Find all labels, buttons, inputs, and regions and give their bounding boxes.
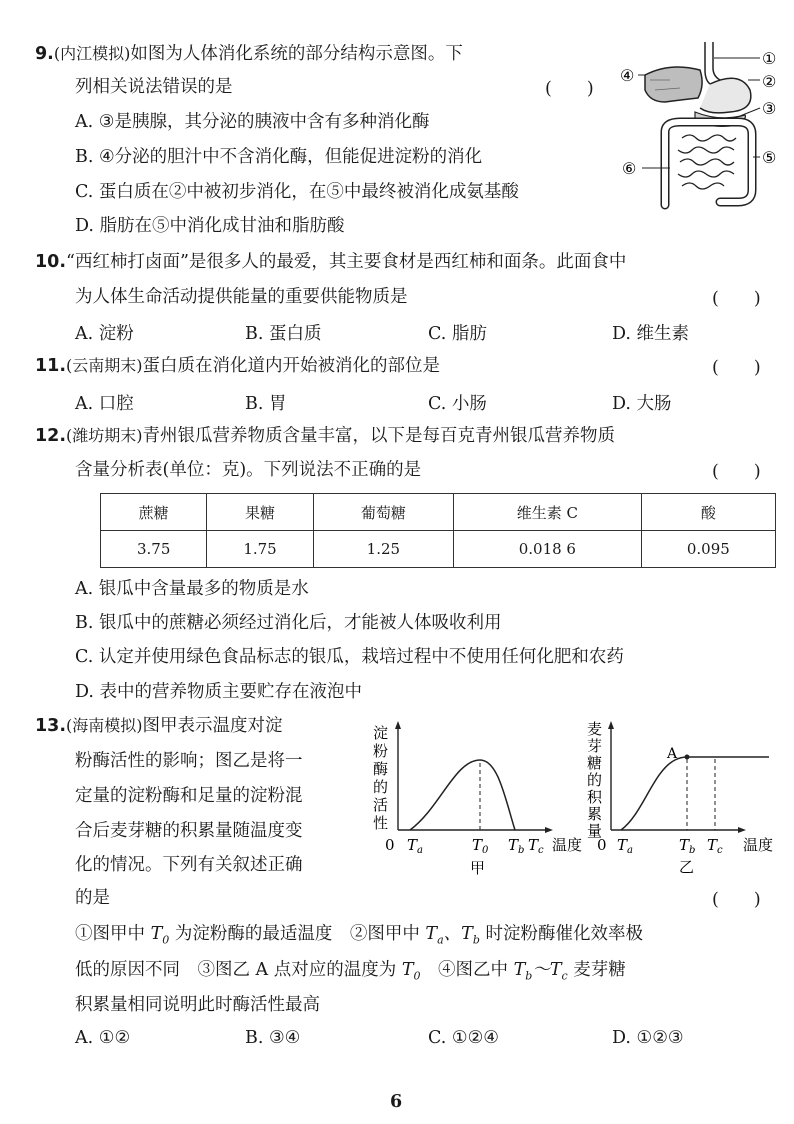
- q13-option-a[interactable]: A. ①②: [75, 1028, 131, 1048]
- chart-jia-name: 甲: [470, 859, 486, 877]
- q13-s1c: 时淀粉酶催化效率极: [485, 924, 643, 944]
- q11-source: (云南期末): [66, 356, 143, 375]
- chart-jia-tick-t0: $T_0$: [472, 836, 489, 856]
- table-header-cell: 葡萄糖: [313, 494, 453, 531]
- chart-jia-origin: 0: [385, 836, 395, 854]
- chart-jia-tick-tb: $T_b$: [508, 836, 525, 856]
- q11-number: 11.: [35, 356, 67, 376]
- q10-answer-paren[interactable]: ( ): [712, 289, 761, 309]
- chart-yi-tick-tc: $T_c$: [707, 836, 723, 856]
- q12-stem1: 青州银瓜营养物质含量丰富，以下是每百克青州银瓜营养物质: [142, 426, 616, 446]
- q10-line1: [35, 250, 626, 274]
- q13-stem2: 粉酶活性的影响；图乙是将一: [75, 751, 303, 771]
- q13-statement-line1: [75, 922, 643, 953]
- q12-answer-paren[interactable]: ( ): [712, 462, 761, 482]
- fig-label-6: ⑥: [622, 159, 637, 178]
- q13-stem4: 合后麦芽糖的积累量随温度变: [75, 821, 303, 841]
- q13-t0-symbol: $T_0$: [150, 924, 170, 947]
- chart-jia-ylabel-char: 粉: [373, 742, 389, 760]
- q11-line1: [35, 354, 440, 378]
- q13-answer-paren[interactable]: ( ): [712, 890, 761, 910]
- q13-stem5: 化的情况。下列有关叙述正确: [75, 855, 303, 875]
- chart-jia-xlabel: 温度: [552, 836, 583, 854]
- chart-yi-ylabel-char: 麦: [587, 720, 603, 738]
- q13-s2c: 麦芽糖: [573, 960, 626, 980]
- q13-s1b: 为淀粉酶的最适温度 ②图甲中: [174, 924, 420, 944]
- chart-jia-ylabel-char: 性: [373, 814, 389, 832]
- q9-option-b[interactable]: B. ④分泌的胆汁中不含消化酶，但能促进淀粉的消化: [75, 147, 483, 167]
- q11-stem: 蛋白质在消化道内开始被消化的部位是: [142, 356, 441, 376]
- fig-label-1: ①: [762, 49, 777, 68]
- q13-s1: ①图甲中: [75, 924, 145, 944]
- chart-yi-ylabel-char: 积: [587, 788, 603, 806]
- q11-option-d[interactable]: D. 大肠: [612, 394, 672, 414]
- table-header-cell: 酸: [641, 494, 775, 531]
- q11-option-a[interactable]: A. 口腔: [75, 394, 134, 414]
- q13-line1: [35, 714, 283, 738]
- page-number: 6: [390, 1092, 403, 1112]
- chart-yi-origin: 0: [597, 836, 607, 854]
- fig-label-5: ⑤: [762, 148, 777, 167]
- q11-option-b[interactable]: B. 胃: [245, 394, 287, 414]
- q11-answer-paren[interactable]: ( ): [712, 358, 761, 378]
- q10-stem1: “西红柿打卤面”是很多人的最爱，其主要食材是西红柿和面条。此面食中: [66, 252, 627, 272]
- q13-statement-line3: 积累量相同说明此时酶活性最高: [75, 995, 320, 1015]
- q10-stem2: 为人体生命活动提供能量的重要供能物质是: [75, 287, 408, 307]
- chart-jia: [370, 718, 595, 878]
- chart-jia-tick-tc: $T_c$: [528, 836, 544, 856]
- chart-jia-ylabel-char: 活: [373, 796, 389, 814]
- q10-option-a[interactable]: A. 淀粉: [75, 324, 134, 344]
- q10-number: 10.: [35, 252, 67, 272]
- q12-source: (潍坊期末): [66, 426, 143, 445]
- q9-option-a[interactable]: A. ③是胰腺，其分泌的胰液中含有多种消化酶: [75, 112, 430, 132]
- chart-yi-tick-ta: $T_a$: [617, 836, 633, 856]
- q9-option-c[interactable]: C. 蛋白质在②中被初步消化，在⑤中最终被消化成氨基酸: [75, 182, 519, 202]
- q9-line1: [35, 42, 463, 66]
- q13-option-c[interactable]: C. ①②④: [428, 1028, 499, 1048]
- chart-yi-tick-tb: $T_b$: [679, 836, 696, 856]
- q9-option-d[interactable]: D. 脂肪在⑤中消化成甘油和脂肪酸: [75, 216, 345, 236]
- nutrition-table: [100, 493, 776, 568]
- chart-jia-ylabel-char: 的: [373, 778, 389, 796]
- q12-option-c[interactable]: C. 认定并使用绿色食品标志的银瓜，栽培过程中不使用任何化肥和农药: [75, 647, 624, 667]
- table-cell: 1.75: [207, 531, 313, 568]
- q9-stem2: 列相关说法错误的是: [75, 77, 233, 97]
- table-cell: 0.095: [641, 531, 775, 568]
- chart-yi-point-a: A: [667, 746, 678, 762]
- q13-s2b: ④图乙中: [438, 960, 509, 980]
- table-header-row: [101, 494, 776, 531]
- q13-number: 13.: [35, 716, 67, 736]
- q13-option-d[interactable]: D. ①②③: [612, 1028, 684, 1048]
- chart-yi-ylabel-char: 累: [587, 805, 603, 823]
- table-cell: 3.75: [101, 531, 207, 568]
- table-header-cell: 果糖: [207, 494, 313, 531]
- q9-source: (内江模拟): [53, 44, 131, 63]
- q13-option-b[interactable]: B. ③④: [245, 1028, 301, 1048]
- q10-option-c[interactable]: C. 脂肪: [428, 324, 487, 344]
- q12-option-a[interactable]: A. 银瓜中含量最多的物质是水: [75, 579, 309, 599]
- chart-jia-ylabel-char: 淀: [373, 724, 389, 742]
- chart-yi-name: 乙: [679, 858, 695, 876]
- table-header-cell: 蔗糖: [101, 494, 207, 531]
- q13-source: (海南模拟): [66, 716, 143, 735]
- table-cell: 1.25: [313, 531, 453, 568]
- q12-option-b[interactable]: B. 银瓜中的蔗糖必须经过消化后，才能被人体吸收利用: [75, 613, 502, 633]
- q9-number: 9.: [35, 44, 54, 64]
- q13-s2: 低的原因不同 ③图乙 A 点对应的温度为: [75, 960, 397, 980]
- q9-stem1: 如图为人体消化系统的部分结构示意图。下: [130, 44, 463, 64]
- chart-yi-ylabel-char: 芽: [587, 737, 603, 755]
- chart-jia-ylabel-char: 酶: [373, 760, 389, 778]
- table-header-cell: 维生素 C: [454, 494, 642, 531]
- fig-label-4: ④: [620, 66, 635, 85]
- q13-statement-line2: [75, 958, 626, 989]
- digestive-system-figure: [610, 40, 790, 210]
- q13-stem1: 图甲表示温度对淀: [142, 716, 283, 736]
- table-cell: 0.018 6: [454, 531, 642, 568]
- chart-yi-xlabel: 温度: [743, 836, 774, 854]
- q13-ta-tb-symbol: $T_a$、$T_b$: [425, 924, 480, 947]
- q10-option-b[interactable]: B. 蛋白质: [245, 324, 322, 344]
- q13-tb-tc-symbol: $T_b\sim T_c$: [513, 960, 568, 983]
- q12-line1: [35, 424, 615, 448]
- chart-yi: [583, 716, 788, 878]
- chart-yi-ylabel-char: 糖: [587, 754, 603, 772]
- q11-option-c[interactable]: C. 小肠: [428, 394, 487, 414]
- chart-yi-ylabel-char: 量: [587, 822, 603, 840]
- q13-stem6: 的是: [75, 888, 110, 908]
- table-row: [101, 531, 776, 568]
- q12-stem2: 含量分析表(单位：克)。下列说法不正确的是: [75, 460, 422, 480]
- q13-t0-symbol-2: $T_0$: [401, 960, 421, 983]
- fig-label-3: ③: [762, 99, 777, 118]
- chart-jia-tick-ta: $T_a$: [407, 836, 423, 856]
- q13-stem3: 定量的淀粉酶和足量的淀粉混: [75, 786, 303, 806]
- q12-option-d[interactable]: D. 表中的营养物质主要贮存在液泡中: [75, 682, 363, 702]
- fig-label-2: ②: [762, 72, 777, 91]
- q10-option-d[interactable]: D. 维生素: [612, 324, 690, 344]
- q9-answer-paren[interactable]: ( ): [545, 79, 594, 99]
- q12-number: 12.: [35, 426, 67, 446]
- chart-yi-ylabel-char: 的: [587, 771, 603, 789]
